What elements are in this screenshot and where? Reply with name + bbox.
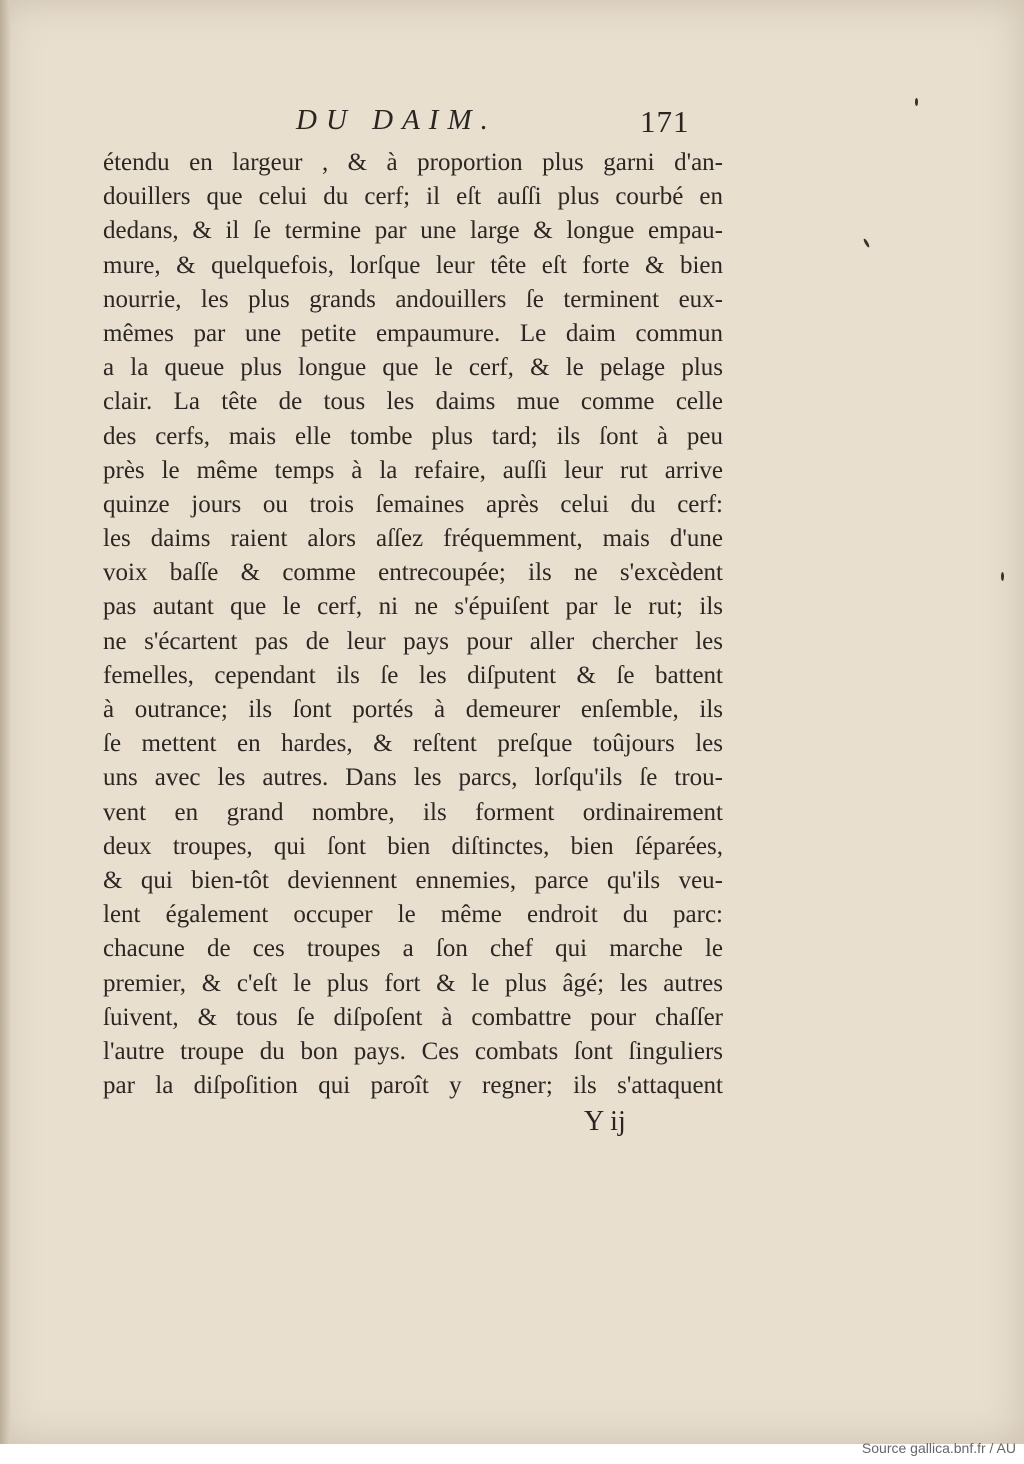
- signature-mark: Y ij: [584, 1106, 626, 1137]
- paper-speck: [915, 98, 918, 106]
- text-line: les daims raient alors aſſez fréquemment, mais d'une: [103, 525, 723, 553]
- text-line: des cerfs, mais elle tombe plus tard; ils ſont à peu: [103, 422, 723, 450]
- text-line: ne s'écartent pas de leur pays pour aller chercher les: [103, 627, 723, 655]
- text-line: premier, & c'eſt le plus fort & le plus âgé; les autres: [103, 969, 723, 997]
- running-title: DU DAIM.: [296, 104, 497, 136]
- text-line: clair. La tête de tous les daims mue comme celle: [103, 388, 723, 416]
- text-line: près le même temps à la refaire, auſſi leur rut arrive: [103, 456, 723, 484]
- page-number: 171: [640, 104, 690, 139]
- text-line: étendu en largeur , & à proportion plus garni d'an-: [103, 149, 723, 176]
- source-credit: Source gallica.bnf.fr / AU: [861, 1440, 1016, 1456]
- text-line: quinze jours ou trois ſemaines après celui du cerf:: [103, 490, 723, 518]
- text-line: ſe mettent en hardes, & reſtent preſque toûjours les: [103, 730, 723, 758]
- text-line: voix baſſe & comme entrecoupée; ils ne s'excèdent: [103, 559, 723, 587]
- text-line: ſuivent, & tous ſe diſpoſent à combattre pour chaſſer: [103, 1003, 723, 1031]
- text-line: mure, & quelquefois, lorſque leur tête eſt forte & bien: [103, 251, 723, 279]
- text-line: & qui bien-tôt deviennent ennemies, parce qu'ils veu-: [103, 866, 723, 894]
- text-line: par la diſpoſition qui paroît y regner; ils s'attaquent: [103, 1072, 723, 1100]
- text-line: lent également occuper le même endroit du parc:: [103, 901, 723, 929]
- text-line: pas autant que le cerf, ni ne s'épuiſent par le rut; ils: [103, 593, 723, 621]
- body-text: [103, 146, 723, 1103]
- text-line: deux troupes, qui ſont bien diſtinctes, bien ſéparées,: [103, 832, 723, 860]
- text-line: a la queue plus longue que le cerf, & le pelage plus: [103, 354, 723, 382]
- binding-edge: [0, 0, 10, 1444]
- text-line: nourrie, les plus grands andouillers ſe terminent eux-: [103, 285, 723, 313]
- text-line: vent en grand nombre, ils forment ordinairement: [103, 798, 723, 826]
- text-line: chacune de ces troupes a ſon chef qui marche le: [103, 935, 723, 963]
- text-line: femelles, cependant ils ſe les diſputent & ſe battent: [103, 661, 723, 689]
- paper-speck: [1001, 572, 1004, 581]
- text-line: douillers que celui du cerf; il eſt auſſi plus courbé en: [103, 183, 723, 211]
- text-line: dedans, & il ſe termine par une large & longue empau-: [103, 217, 723, 245]
- text-line: l'autre troupe du bon pays. Ces combats ſont ſinguliers: [103, 1037, 723, 1065]
- paper-speck: [863, 238, 871, 248]
- text-line: à outrance; ils ſont portés à demeurer enſemble, ils: [103, 696, 723, 723]
- text-line: mêmes par une petite empaumure. Le daim commun: [103, 319, 723, 347]
- text-line: uns avec les autres. Dans les parcs, lorſqu'ils ſe trou-: [103, 764, 723, 792]
